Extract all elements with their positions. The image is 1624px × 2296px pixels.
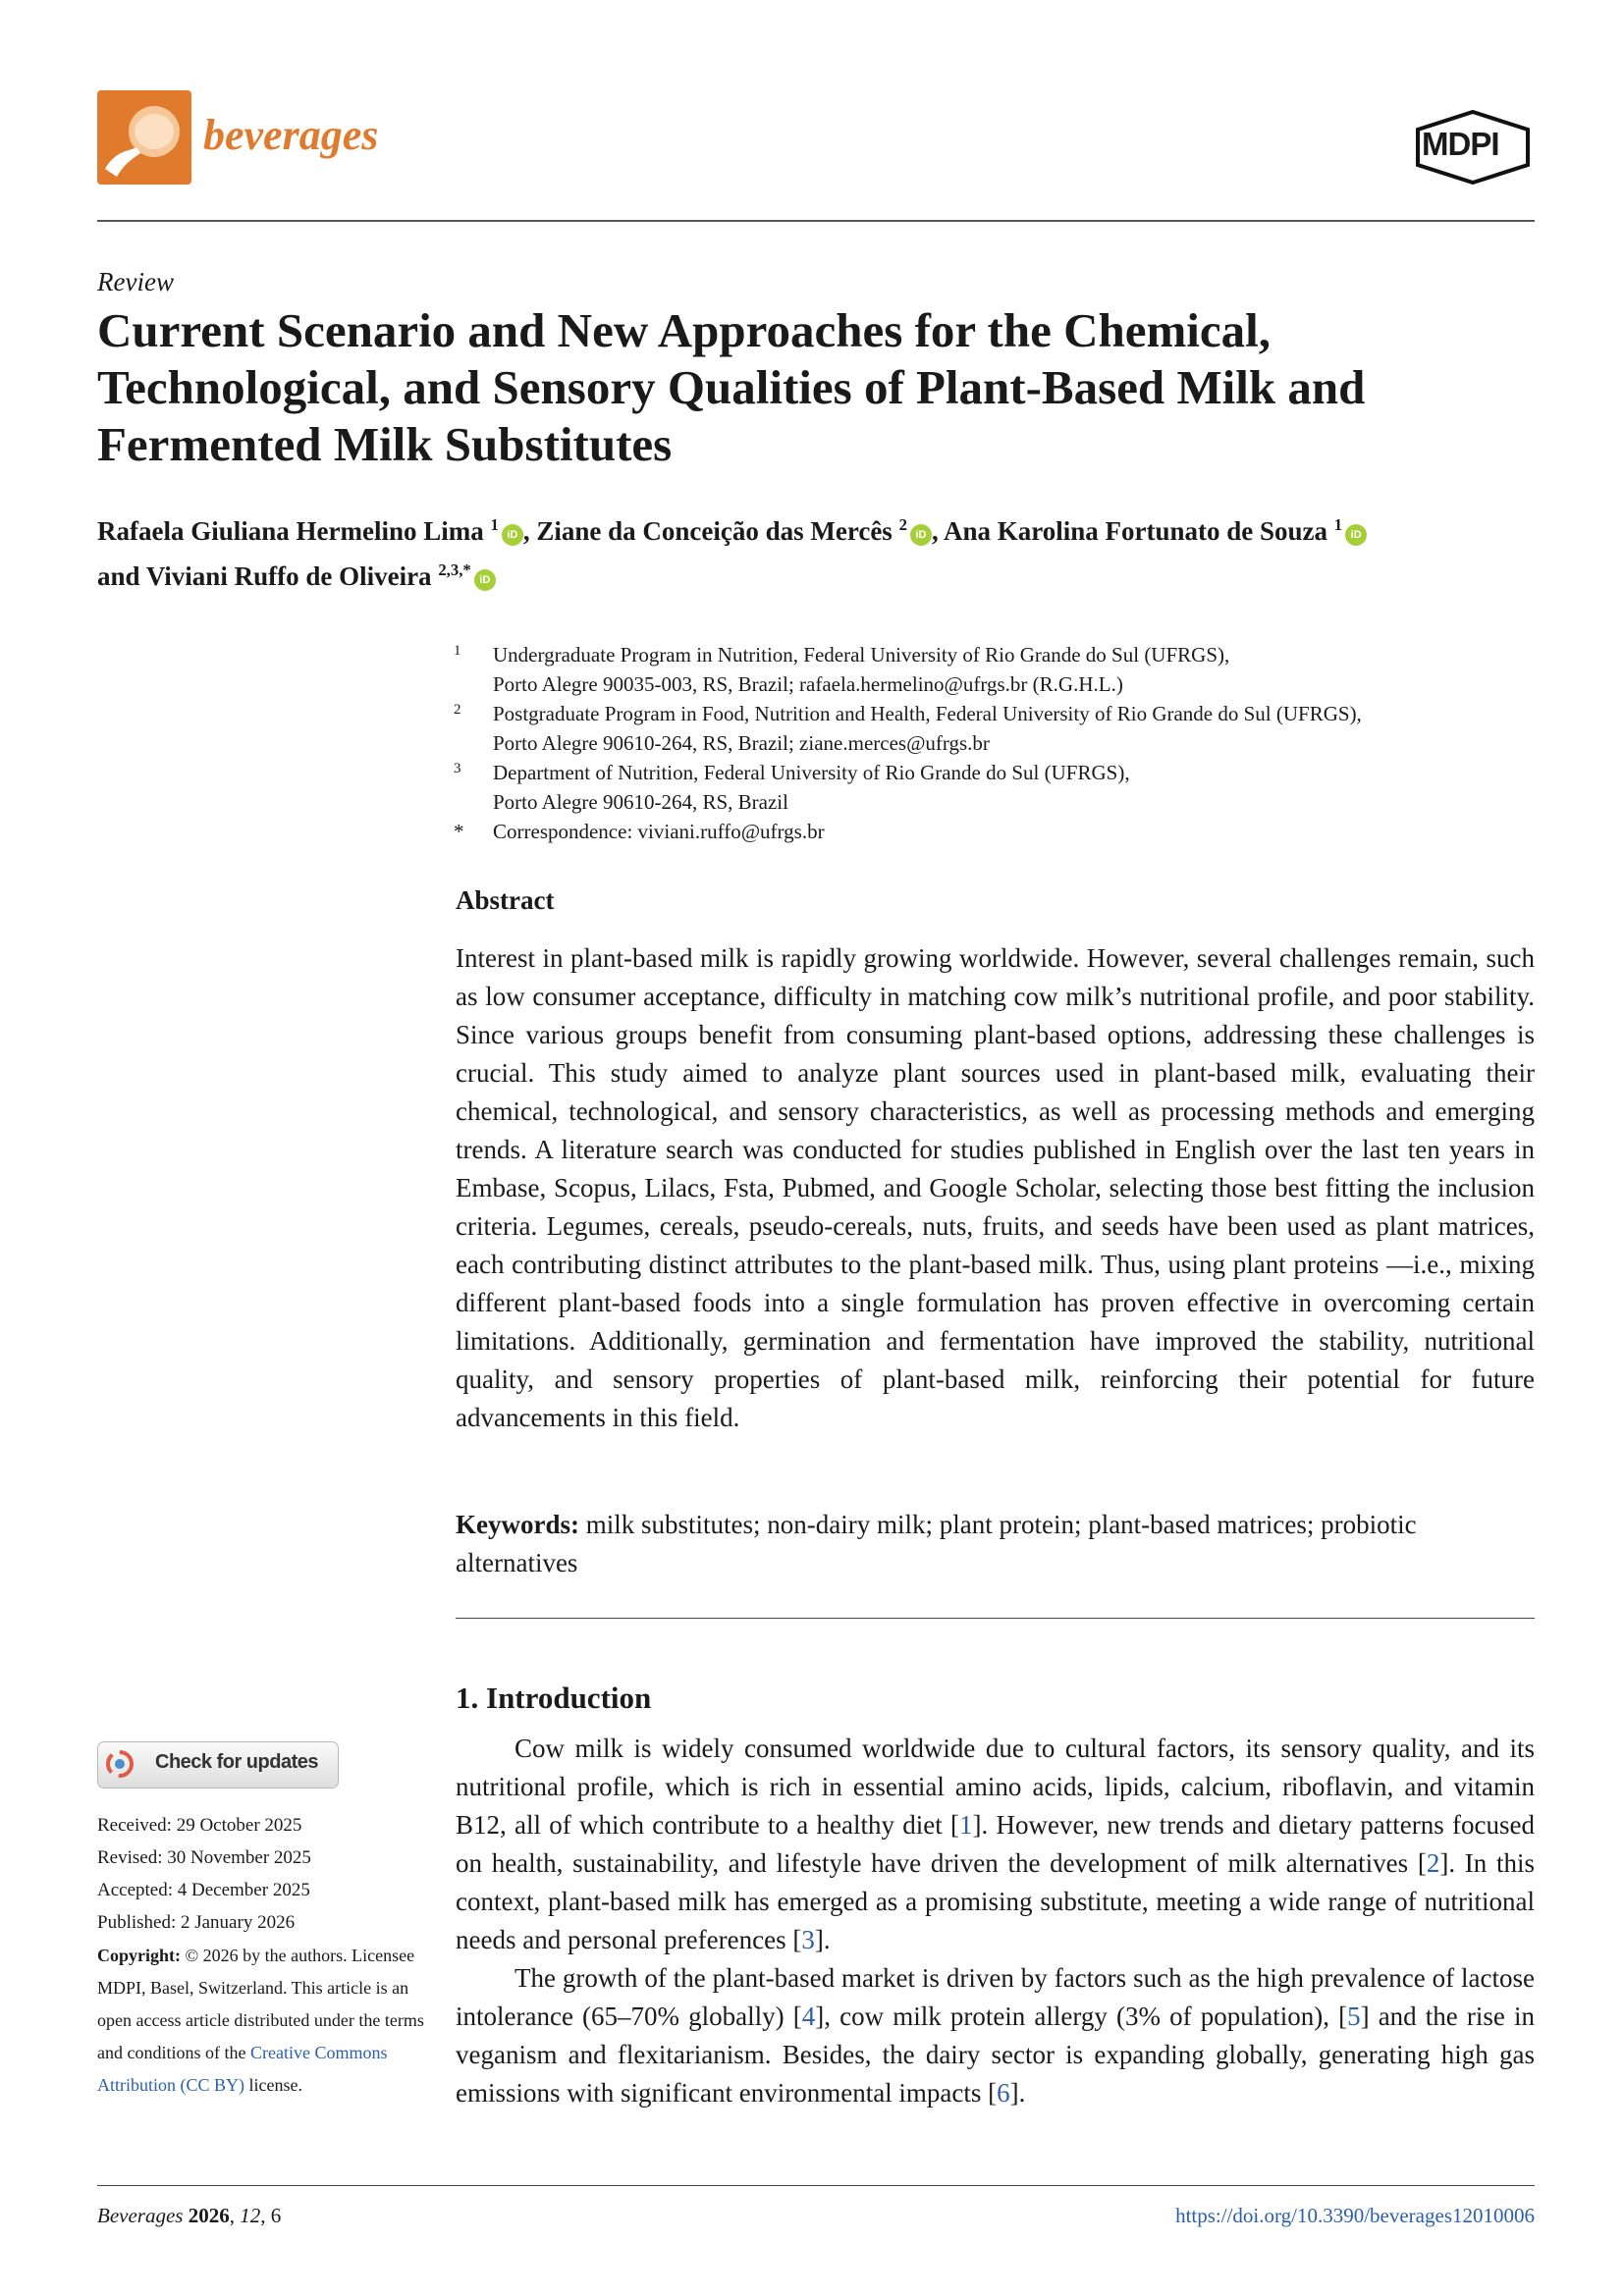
author-name: Ziane da Conceição das Mercês bbox=[536, 516, 893, 546]
correspondence-line[interactable]: Correspondence: viviani.ruffo@ufrgs.br bbox=[493, 820, 825, 843]
affiliation-line: Undergraduate Program in Nutrition, Federal University of Rio Grande do Sul (UFRGS), bbox=[493, 643, 1230, 667]
keywords bbox=[456, 1506, 1535, 1582]
abstract-divider bbox=[456, 1618, 1535, 1619]
license-link[interactable]: Creative Commons Attribution (CC BY) bbox=[97, 2043, 388, 2095]
header-rule bbox=[97, 220, 1535, 222]
correspondence-item bbox=[454, 817, 1534, 846]
article-title: Current Scenario and New Approaches for the Chemical, Technological, and Sensory Qualities of Plant-Based Milk and Fermented Milk Substitutes bbox=[97, 303, 1366, 471]
citation-link[interactable]: 3 bbox=[801, 1925, 815, 1954]
correspondence-marker: * bbox=[454, 820, 464, 843]
footer-year: 2026 bbox=[188, 2204, 230, 2227]
citation-link[interactable]: 4 bbox=[801, 2002, 816, 2031]
orcid-icon[interactable]: iD bbox=[1345, 524, 1367, 546]
doi-link[interactable]: https://doi.org/10.3390/beverages12010006 bbox=[1175, 2204, 1535, 2227]
affiliation-number: 1 bbox=[454, 643, 461, 659]
text-run: ] and the rise in veganism and flexitarianism. Besides, the dairy sector is expanding globally, generating high gas emissions with significant environmental impacts [ bbox=[456, 2002, 1535, 2108]
text-run: ]. bbox=[1009, 2078, 1026, 2108]
text-run: ]. In this context, plant-based milk has emerged as a promising substitute, meeting a wide range of nutritional needs and personal preferences [ bbox=[456, 1848, 1535, 1954]
abstract-text: Interest in plant-based milk is rapidly growing worldwide. However, several challenges remain, such as low consumer acceptance, difficulty in matching cow milk’s nutritional profile, and poor stability. Since various groups benefit from consuming plant-based options, addressing these challenges is crucial. This study aimed to analyze plant sources used in plant-based milk, evaluating their chemical, technological, and sensory characteristics, as well as processing methods and emerging trends. A literature search was conducted for studies published in English over the last ten years in Embase, Scopus, Lilacs, Fsta, Pubmed, and Google Scholar, selecting those best fitting the inclusion criteria. Legumes, cereals, pseudo-cereals, nuts, fruits, and seeds have been used as plant matrices, each contributing distinct attributes to the plant-based milk. Thus, using plant proteins —i.e., mixing different plant-based foods into a single formulation has proven effective in overcoming certain limitations. Additionally, germination and fermentation have improved the stability, nutritional quality, and sensory properties of plant-based milk, reinforcing their potential for future advancements in this field. bbox=[456, 943, 1535, 1432]
author-affil-sup: 1 bbox=[1333, 515, 1343, 534]
abstract-heading: Abstract bbox=[456, 885, 555, 915]
journal-name: beverages bbox=[203, 111, 379, 159]
revised-date: Revised: 30 November 2025 bbox=[97, 1847, 311, 1868]
orcid-icon[interactable]: iD bbox=[474, 569, 496, 591]
author-name: Viviani Ruffo de Oliveira bbox=[145, 561, 432, 591]
author-name: Rafaela Giuliana Hermelino Lima bbox=[97, 516, 484, 546]
journal-logo-icon bbox=[97, 90, 191, 185]
license-suffix: license. bbox=[248, 2075, 302, 2095]
affiliation-number: 3 bbox=[454, 761, 461, 776]
affiliation-line: Porto Alegre 90035-003, RS, Brazil; rafaela.hermelino@ufrgs.br (R.G.H.L.) bbox=[493, 672, 1123, 696]
affiliation-line: Department of Nutrition, Federal University of Rio Grande do Sul (UFRGS), bbox=[493, 761, 1130, 784]
published-date: Published: 2 January 2026 bbox=[97, 1912, 296, 1933]
check-updates-label[interactable]: Check for updates bbox=[155, 1751, 318, 1773]
orcid-icon[interactable]: iD bbox=[502, 524, 523, 546]
paragraph bbox=[456, 1730, 1535, 1959]
text-run: ]. bbox=[814, 1925, 831, 1954]
citation-footer: Beverages 2026, 12, 6 bbox=[97, 2204, 282, 2227]
copyright-label: Copyright: bbox=[97, 1946, 181, 1965]
keywords-label: Keywords: bbox=[456, 1510, 579, 1539]
article-type: Review bbox=[97, 267, 174, 296]
check-updates-icon bbox=[106, 1750, 134, 1778]
affiliation-line: Postgraduate Program in Food, Nutrition and Health, Federal University of Rio Grande do Sul (UFRGS), bbox=[493, 702, 1362, 725]
section-heading: 1. Introduction bbox=[456, 1681, 652, 1715]
publication-dates bbox=[97, 1809, 421, 1939]
keywords-text: milk substitutes; non-dairy milk; plant protein; plant-based matrices; probiotic alternatives bbox=[456, 1510, 1417, 1577]
author-conjunction: and bbox=[97, 561, 140, 591]
author-affil-sup: 2 bbox=[898, 515, 907, 534]
citation-link[interactable]: 1 bbox=[958, 1810, 973, 1840]
copyright-text: © 2026 by the authors. Licensee MDPI, Basel, Switzerland. This article is an open access article distributed under the terms and conditions of the bbox=[97, 1946, 424, 2062]
author-list: Rafaela Giuliana Hermelino Lima $^1$iD , Ziane da Conceição das Mercês $^2$iD , Ana Karolina Fortunato de Souza $^1$iD and Viviani Ruffo de Oliveira $^{2,3,*}$iD bbox=[97, 506, 1541, 596]
affiliation-item bbox=[454, 699, 1534, 758]
paragraph bbox=[456, 1959, 1535, 2112]
received-date: Received: 29 October 2025 bbox=[97, 1815, 302, 1836]
orcid-icon[interactable]: iD bbox=[910, 524, 932, 546]
affiliation-line: Porto Alegre 90610-264, RS, Brazil; ziane.merces@ufrgs.br bbox=[493, 731, 990, 755]
text-run: Cow milk is widely consumed worldwide due to cultural factors, its sensory quality, and its nutritional profile, which is rich in essential amino acids, lipids, calcium, riboflavin, and vitamin B12, all of which contribute to a healthy diet [ bbox=[456, 1734, 1535, 1840]
affiliation-number: 2 bbox=[454, 702, 461, 718]
author-affil-sup: 2,3,* bbox=[438, 561, 471, 579]
introduction-body bbox=[456, 1730, 1535, 2112]
text-run: ], cow milk protein allergy (3% of population), [ bbox=[815, 2002, 1348, 2031]
author-affil-sup: 1 bbox=[490, 515, 499, 534]
footer-article-number: 6 bbox=[270, 2204, 282, 2227]
footer-volume: 12 bbox=[240, 2204, 261, 2227]
citation-link[interactable]: 6 bbox=[997, 2078, 1010, 2108]
affiliation-item bbox=[454, 758, 1534, 817]
affiliation-item bbox=[454, 640, 1534, 699]
copyright-notice bbox=[97, 1940, 431, 2102]
publisher-name: MDPI bbox=[1422, 126, 1499, 162]
footer-journal: Beverages bbox=[97, 2204, 184, 2227]
text-run: ]. However, new trends and dietary patterns focused on health, sustainability, and lifestyle have driven the development of milk alternatives [ bbox=[456, 1810, 1536, 1878]
citation-link[interactable]: 2 bbox=[1426, 1848, 1440, 1878]
accepted-date: Accepted: 4 December 2025 bbox=[97, 1880, 310, 1900]
footer-rule bbox=[97, 2185, 1535, 2186]
text-run: The growth of the plant-based market is driven by factors such as the high prevalence of lactose intolerance (65–70% globally) [ bbox=[456, 1963, 1535, 2031]
citation-link[interactable]: 5 bbox=[1347, 2002, 1361, 2031]
author-name: Ana Karolina Fortunato de Souza bbox=[943, 516, 1328, 546]
affiliations bbox=[454, 640, 1534, 846]
affiliation-line: Porto Alegre 90610-264, RS, Brazil bbox=[493, 790, 788, 814]
